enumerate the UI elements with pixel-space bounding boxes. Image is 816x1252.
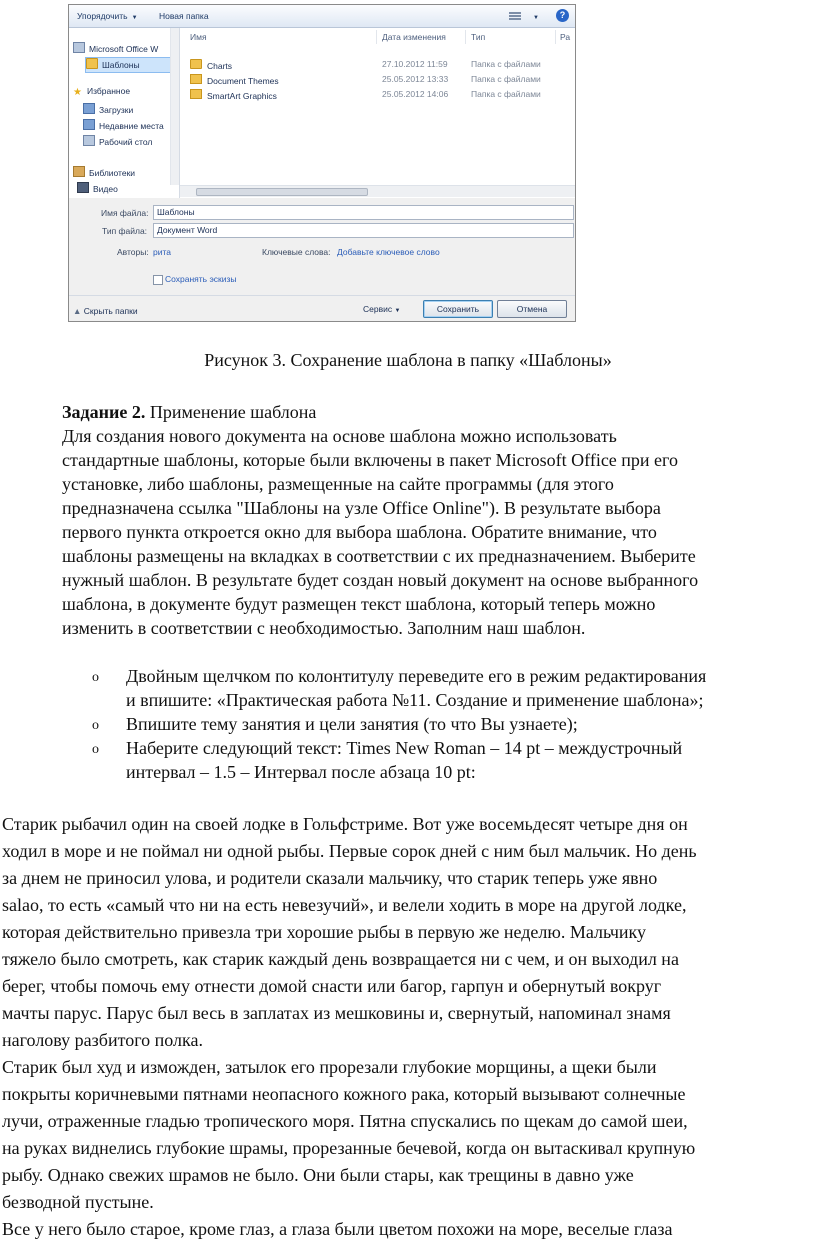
nav-item-favorites[interactable]: ★ Избранное	[73, 86, 131, 98]
view-options-icon[interactable]	[509, 11, 525, 21]
file-row[interactable]: SmartArt Graphics	[190, 89, 277, 103]
video-icon	[77, 182, 89, 193]
story-line: покрыты коричневыми пятнами неопасного кожного рака, который вызывают солнечные	[2, 1084, 686, 1104]
task-line: шаблона, в документе будут размещен текст шаблона, который теперь можно	[62, 594, 656, 614]
task-title	[62, 400, 316, 424]
bullet-marker: o	[92, 670, 99, 685]
nav-item-libraries[interactable]: Библиотеки	[73, 166, 135, 180]
authors-value[interactable]: рита	[153, 247, 172, 257]
bullet-text: и впишите: «Практическая работа №11. Создание и применение шаблона»;	[126, 690, 704, 710]
filetype-label: Тип файла:	[102, 226, 148, 236]
task-line: шаблоны размещены на вкладках в соответствии с их предназначением. Выберите	[62, 546, 696, 566]
story-line: salao, то есть «самый что ни на есть невезучий», и велели ходить в море на другой лодке,	[2, 895, 687, 915]
story-line: Старик был худ и изможден, затылок его прорезали глубокие морщины, а щеки были	[2, 1057, 657, 1077]
column-header-type[interactable]: Тип	[471, 32, 486, 42]
story-line: наголову разбитого полка.	[2, 1030, 203, 1050]
file-date: 25.05.2012 13:33	[382, 74, 449, 84]
keywords-value[interactable]: Добавьте ключевое слово	[337, 247, 440, 257]
story-line: лучи, отраженные гладью тропического моря. Пятна спускались по щекам до самой шеи,	[2, 1111, 688, 1131]
file-list	[180, 28, 575, 198]
file-row[interactable]: Charts	[190, 59, 232, 73]
filename-label: Имя файла:	[101, 208, 149, 218]
task-name: Применение шаблона	[145, 402, 317, 422]
folder-icon	[190, 59, 202, 69]
file-row[interactable]: Document Themes	[190, 74, 279, 88]
story-line: тяжело было смотреть, как старик каждый день возвращается ни с чем, и он выходил на	[2, 949, 679, 969]
file-type: Папка с файлами	[471, 89, 541, 99]
story-line: которая действительно привезла три хорошие рыбы в первую же неделю. Мальчику	[2, 922, 647, 942]
save-thumbnails-label: Сохранять эскизы	[165, 274, 237, 284]
authors-label: Авторы:	[117, 247, 149, 257]
collapse-arrow-icon: ▲	[73, 306, 82, 316]
computer-icon	[73, 42, 85, 53]
file-type: Папка с файлами	[471, 74, 541, 84]
task-line: первого пункта откроется окно для выбора шаблона. Обратите внимание, что	[62, 522, 657, 542]
save-button[interactable]: Сохранить	[423, 300, 493, 318]
service-menu[interactable]: Сервис ▼	[363, 304, 401, 314]
column-header-name[interactable]: Имя	[190, 32, 207, 42]
column-header-size[interactable]: Ра	[560, 32, 571, 42]
task-line: изменить в соответствии с необходимостью. Заполним наш шаблон.	[62, 618, 586, 638]
hide-folders-button[interactable]: ▲ Скрыть папки	[73, 306, 138, 316]
libraries-icon	[73, 166, 85, 177]
folder-icon	[86, 58, 98, 69]
task-number: Задание 2.	[62, 402, 146, 422]
story-line: безводной пустыне.	[2, 1192, 154, 1212]
story-line: рыбу. Однако свежих шрамов не было. Они были стары, как трещины в давно уже	[2, 1165, 634, 1185]
task-line: стандартные шаблоны, которые были включены в пакет Microsoft Office при его	[62, 450, 678, 470]
bullet-text: Впишите тему занятия и цели занятия (то что Вы узнаете);	[126, 714, 578, 734]
nav-item-video[interactable]: Видео	[77, 182, 118, 196]
organize-label: Упорядочить	[77, 11, 128, 21]
story-line: ходил в море и не поймал ни одной рыбы. Первые сорок дней с ним был мальчик. Но день	[2, 841, 697, 861]
star-icon: ★	[73, 87, 82, 98]
nav-item-templates[interactable]: Шаблоны	[85, 57, 175, 73]
chevron-down-icon: ▼	[394, 308, 401, 314]
task-line: предназначена ссылка "Шаблоны на узле Office Online"). В результате выбора	[62, 498, 661, 518]
bullet-marker: o	[92, 718, 99, 733]
new-folder-button[interactable]: Новая папка	[159, 11, 209, 21]
story-line: Старик рыбачил один на своей лодке в Гольфстриме. Вот уже восемьдесят четыре дня он	[2, 814, 688, 834]
story-line: за днем не приносил улова, и родители сказали мальчику, что старик теперь уже явно	[2, 868, 658, 888]
figure-caption: Рисунок 3. Сохранение шаблона в папку «Шаблоны»	[204, 350, 612, 370]
task-line: нужный шаблон. В результате будет создан новый документ на основе выбранного	[62, 570, 699, 590]
column-header-date[interactable]: Дата изменения	[382, 32, 446, 42]
recent-places-icon	[83, 119, 95, 130]
navigation-pane	[69, 28, 180, 198]
nav-item-desktop[interactable]: Рабочий стол	[83, 135, 152, 149]
bullet-text: интервал – 1.5 – Интервал после абзаца 10 pt:	[126, 762, 476, 782]
nav-item-office[interactable]: Microsoft Office W	[73, 42, 158, 56]
file-list-scrollbar[interactable]	[180, 185, 575, 197]
nav-item-downloads[interactable]: Загрузки	[83, 103, 133, 117]
bullet-marker: o	[92, 742, 99, 757]
task-line: Для создания нового документа на основе шаблона можно использовать	[62, 426, 617, 446]
file-type: Папка с файлами	[471, 59, 541, 69]
story-line: на руках виднелись глубокие шрамы, прорезанные бечевой, когда он вытаскивал крупную	[2, 1138, 696, 1158]
file-date: 25.05.2012 14:06	[382, 89, 449, 99]
story-line: берег, чтобы помочь ему отнести домой снасти или багор, гарпун и обернутый вокруг	[2, 976, 662, 996]
nav-scrollbar[interactable]	[170, 28, 179, 185]
chevron-down-icon: ▼	[131, 15, 138, 21]
bullet-text: Двойным щелчком по колонтитулу переведите его в режим редактирования	[126, 666, 707, 686]
filename-input[interactable]: Шаблоны	[153, 205, 574, 220]
save-as-dialog-screenshot	[68, 4, 576, 322]
help-icon[interactable]: ?	[556, 9, 569, 22]
story-line: мачты парус. Парус был весь в заплатах из мешковины и, свернутый, напоминал знамя	[2, 1003, 671, 1023]
nav-item-recent[interactable]: Недавние места	[83, 119, 164, 133]
view-chevron-down-icon[interactable]: ▼	[533, 15, 539, 21]
keywords-label: Ключевые слова:	[262, 247, 331, 257]
scrollbar-thumb[interactable]	[196, 188, 368, 196]
dialog-toolbar	[69, 5, 575, 28]
organize-button[interactable]	[77, 11, 138, 21]
cancel-button[interactable]: Отмена	[497, 300, 567, 318]
desktop-icon	[83, 135, 95, 146]
save-thumbnails-checkbox[interactable]	[153, 275, 163, 285]
folder-icon	[190, 89, 202, 99]
file-date: 27.10.2012 11:59	[382, 59, 448, 69]
bullet-text: Наберите следующий текст: Times New Roman – 14 pt – междустрочный	[126, 738, 683, 758]
folder-icon	[190, 74, 202, 84]
filetype-select[interactable]: Документ Word	[153, 223, 574, 238]
task-line: установке, либо шаблоны, размещенные на сайте программы (для этого	[62, 474, 614, 494]
story-line: Все у него было старое, кроме глаз, а глаза были цветом похожи на море, веселые глаза	[2, 1219, 673, 1239]
downloads-icon	[83, 103, 95, 114]
